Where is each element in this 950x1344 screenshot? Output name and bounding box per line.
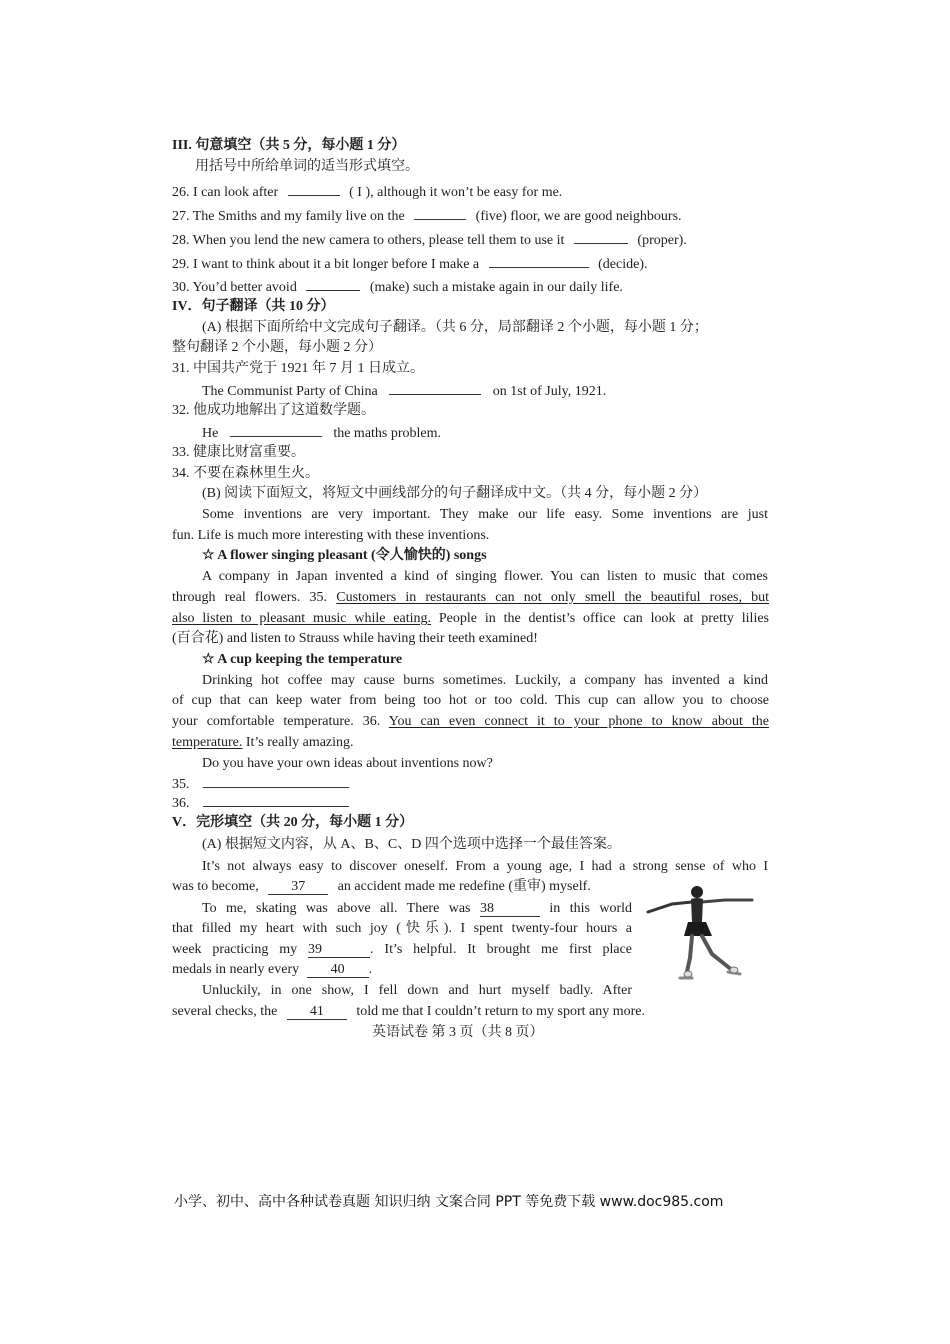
- cloze-blank-39[interactable]: 39: [308, 942, 370, 958]
- underlined-sentence-36-part-2: temperature.: [172, 735, 243, 750]
- question-34-chinese: 34. 不要在森林里生火。: [172, 466, 319, 481]
- answer-36-label: 36.: [172, 796, 190, 811]
- cloze-line-1: It’s not always easy to discover oneself. From a young age, I had a strong sense of who I: [202, 859, 768, 874]
- closing-question: Do you have your own ideas about inventions now?: [202, 756, 493, 771]
- answer-blank-32[interactable]: [230, 423, 322, 437]
- section-5-part-a: (A) 根据短文内容，从 A、B、C、D 四个选项中选择一个最佳答案。: [202, 837, 621, 852]
- answer-line-35: [172, 774, 349, 794]
- question-30-text-before: 30. You’d better avoid: [172, 280, 297, 295]
- question-27: [172, 206, 682, 226]
- page-number-footer: 英语试卷 第 3 页（共 8 页）: [372, 1025, 544, 1040]
- cloze-line-5: [172, 941, 632, 959]
- passage-2-line-3-text: your comfortable temperature. 36.: [172, 714, 381, 729]
- passage-1-line-3-text: People in the dentist’s office can look at pretty lilies: [438, 611, 769, 626]
- question-26-text-before: 26. I can look after: [172, 185, 279, 200]
- cloze-line-8-text-before: several checks, the: [172, 1004, 278, 1019]
- cloze-blank-41[interactable]: 41: [287, 1004, 347, 1020]
- passage-1-line-2-text: through real flowers. 35.: [172, 590, 328, 605]
- cloze-line-3-text-before: To me, skating was above all. There was: [202, 901, 471, 916]
- cloze-line-5-text-before: week practicing my: [172, 942, 298, 957]
- question-27-text-before: 27. The Smiths and my family live on the: [172, 209, 405, 224]
- answer-blank-29[interactable]: [489, 254, 589, 268]
- cloze-line-8: [172, 1003, 645, 1021]
- question-26: [172, 182, 562, 202]
- answer-blank-36[interactable]: [203, 793, 349, 807]
- passage-2-line-4: [172, 734, 354, 752]
- passage-1-line-3: [172, 610, 769, 628]
- answer-blank-35[interactable]: [203, 774, 349, 788]
- cloze-line-4: that filled my heart with such joy (快乐). I spent twenty-four hours a: [172, 921, 632, 936]
- question-31-text-after: on 1st of July, 1921.: [492, 384, 607, 399]
- underlined-sentence-35-part-2: also listen to pleasant music while eating.: [172, 611, 432, 626]
- underlined-sentence-36-part-1: You can even connect it to your phone to know about the: [388, 714, 769, 729]
- passage-2-line-4-text: It’s really amazing.: [245, 735, 354, 750]
- question-32-text-before: He: [202, 426, 219, 441]
- question-32-english: [202, 423, 441, 443]
- passage-heading-1: ☆ A flower singing pleasant (令人愉快的) songs: [202, 548, 487, 563]
- question-30-text-after: (make) such a mistake again in our daily life.: [369, 280, 623, 295]
- question-31-text-before: The Communist Party of China: [202, 384, 378, 399]
- question-28-text-after: (proper).: [637, 233, 687, 248]
- cloze-line-8-text-after: told me that I couldn’t return to my sport any more.: [356, 1004, 645, 1019]
- question-29: [172, 254, 648, 274]
- question-28-text-before: 28. When you lend the new camera to others, please tell them to use it: [172, 233, 565, 248]
- answer-line-36: [172, 793, 349, 813]
- cloze-line-6-text-before: medals in nearly every: [172, 962, 300, 977]
- intro-line-2: fun. Life is much more interesting with these inventions.: [172, 528, 490, 543]
- cloze-line-3-text-after: in this world: [549, 901, 633, 916]
- answer-blank-27[interactable]: [414, 206, 466, 220]
- cloze-line-5-text-after: . It’s helpful. It brought me first place: [370, 942, 632, 957]
- question-32-chinese: 32. 他成功地解出了这道数学题。: [172, 403, 375, 418]
- passage-heading-2: ☆ A cup keeping the temperature: [202, 652, 403, 667]
- question-27-text-after: (five) floor, we are good neighbours.: [475, 209, 682, 224]
- answer-35-label: 35.: [172, 777, 190, 792]
- passage-2-line-1: Drinking hot coffee may cause burns sometimes. Luckily, a company has invented a kind: [202, 673, 768, 688]
- section-3-title: III. 句意填空（共 5 分，每小题 1 分）: [172, 138, 406, 153]
- question-29-text-after: (decide).: [598, 257, 648, 272]
- passage-1-line-4: (百合花) and listen to Strauss while having their teeth examined!: [172, 631, 538, 646]
- question-33-chinese: 33. 健康比财富重要。: [172, 445, 305, 460]
- question-28: [172, 230, 687, 250]
- passage-2-line-3: [172, 713, 769, 731]
- underlined-sentence-35-part-1: Customers in restaurants can not only smell the beautiful roses, but: [336, 590, 770, 605]
- cloze-line-2-text-after: an accident made me redefine (重审) myself.: [337, 879, 591, 894]
- cloze-line-6-text-after: .: [368, 962, 373, 977]
- section-4-part-a-line-2: 整句翻译 2 个小题，每小题 2 分）: [172, 340, 382, 355]
- cloze-line-6: [172, 961, 372, 979]
- section-4-part-b: (B) 阅读下面短文，将短文中画线部分的句子翻译成中文。（共 4 分，每小题 2 分）: [202, 486, 708, 501]
- question-32-text-after: the maths problem.: [333, 426, 442, 441]
- question-31-english: [202, 381, 606, 401]
- passage-1-line-2: [172, 589, 769, 607]
- passage-1-line-1: A company in Japan invented a kind of singing flower. You can listen to music that comes: [202, 569, 768, 584]
- section-4-part-a-line-1: (A) 根据下面所给中文完成句子翻译。（共 6 分，局部翻译 2 个小题，每小题 1 分；: [202, 320, 708, 335]
- section-4-title: IV．句子翻译（共 10 分）: [172, 299, 335, 314]
- cloze-line-2: [172, 878, 591, 896]
- section-3-instruction: 用括号中所给单词的适当形式填空。: [195, 159, 419, 174]
- answer-blank-28[interactable]: [574, 230, 628, 244]
- answer-blank-30[interactable]: [306, 277, 360, 291]
- section-5-title: V．完形填空（共 20 分，每小题 1 分）: [172, 815, 414, 830]
- question-29-text-before: 29. I want to think about it a bit longer before I make a: [172, 257, 480, 272]
- figure-skater-image: [640, 878, 760, 988]
- answer-blank-26[interactable]: [288, 182, 340, 196]
- cloze-line-3: [202, 900, 632, 918]
- intro-line-1: Some inventions are very important. They make our life easy. Some inventions are just: [202, 507, 768, 522]
- cloze-line-7: Unluckily, in one show, I fell down and hurt myself badly. After: [202, 983, 632, 998]
- question-30: [172, 277, 623, 297]
- cloze-blank-37[interactable]: 37: [268, 879, 328, 895]
- cloze-blank-40[interactable]: 40: [307, 962, 369, 978]
- question-31-chinese: 31. 中国共产党于 1921 年 7 月 1 日成立。: [172, 361, 424, 376]
- cloze-blank-38[interactable]: 38: [480, 901, 540, 917]
- cloze-line-2-text-before: was to become,: [172, 879, 259, 894]
- answer-blank-31[interactable]: [389, 381, 481, 395]
- question-26-text-after: ( I ), although it won’t be easy for me.: [349, 185, 563, 200]
- site-footer: 小学、初中、高中各种试卷真题 知识归纳 文案合同 PPT 等免费下载 www.doc985.com: [174, 1194, 724, 1210]
- passage-2-line-2: of cup that can keep water from being too hot or too cold. This cup can allow you to choose: [172, 693, 769, 708]
